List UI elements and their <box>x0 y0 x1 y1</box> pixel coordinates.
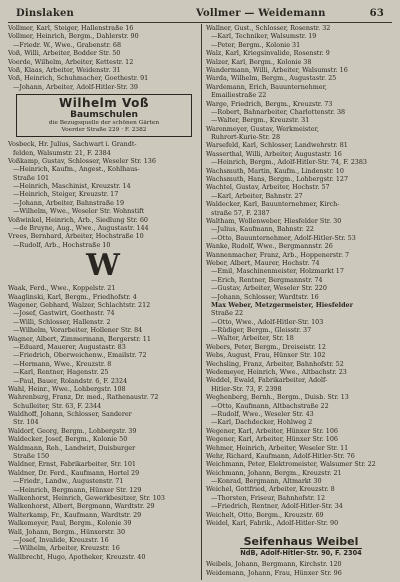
directory-entry: Wallner, Gust., Schlosser, Rosenstr. 32 <box>206 24 331 32</box>
directory-entry: Walz, Karl, Kriegsinvalide, Rosenstr. 9 <box>206 49 330 58</box>
page-header <box>8 4 392 24</box>
page-number: 63 <box>369 8 384 19</box>
directory-entry: Waak, Ferd., Wwe., Koppelstr. 21 <box>8 284 116 293</box>
directory-entry: Ruhrort-Kurie-Str. 28 <box>211 133 281 142</box>
directory-entry: Voßkamp, Gustav, Schlosser, Weseler Str. 136 <box>8 156 156 165</box>
directory-entry: Weddel, Ewald, Fabrikarbeiter, Adolf- <box>206 376 328 385</box>
directory-entry: —Heinrich, Steiger, Kreuzstr. 17 <box>13 190 119 199</box>
left-bottom-entries <box>8 284 198 561</box>
directory-entry: Schulleiter, Str. 63, F. 2344 <box>13 401 102 410</box>
right-top-entries <box>206 24 396 301</box>
directory-entry: Wardemann, Erich, Bauunternehmer, <box>206 82 327 91</box>
directory-entry: —Emil, Maschinenmeister, Holzmarkt 17 <box>211 267 344 276</box>
left-top-entries <box>8 24 198 91</box>
directory-entry: Wandermann, Willi, Arbeiter, Walsumstr. 16 <box>206 65 348 74</box>
directory-entry: —Wilhelm, Wwe., Weseler Str. Wohnstift <box>13 207 145 216</box>
directory-entry: Wagner, Albert, Zimmermann, Bergerstr. 11 <box>8 334 151 343</box>
directory-entry: —Peter, Bergm., Kolonie 31 <box>211 40 301 49</box>
directory-entry: Warda, Wilhelm, Bergm., Augustastr. 25 <box>206 74 337 83</box>
directory-entry: Voßwinkel, Heinrich, Arb., Siedlung Str. 60 <box>8 215 148 224</box>
directory-entry: Walkemeyer, Paul, Bergm., Kolonie 39 <box>8 519 132 528</box>
header-rule <box>8 22 392 23</box>
directory-entry: —Erich, Rentner, Bergmannstr. 74 <box>211 275 323 284</box>
directory-entry: Waldorf, Georg, Bergm., Lohbergstr. 39 <box>8 426 137 435</box>
directory-entry: Wachsmuth, Martin, Kaufm., Lindenstr. 10 <box>206 166 344 175</box>
section-letter: W <box>86 248 120 284</box>
directory-entry: Weichelt, Otto, Bergm., Kreuzstr. 69 <box>206 510 324 519</box>
directory-entry: Vrees, Bernhard, Arbeiter, Hochstraße 10 <box>8 232 144 241</box>
directory-entry: Wall, Johann, Bergm., Hünxerstr. 30 <box>8 527 126 536</box>
directory-entry: —Konrad, Bergmann, Altmarkt 30 <box>211 477 322 486</box>
columns <box>8 24 392 580</box>
directory-entry: —Johann, Schlosser, Wardtstr. 16 <box>211 292 319 301</box>
left-mid-entries <box>8 140 198 249</box>
directory-entry: Warge, Friedrich, Bergm., Kreuzstr. 73 <box>206 99 333 108</box>
directory-entry: Weichmann, Johann, Bergm., Kreuzstr. 21 <box>206 468 342 477</box>
header-city: Dinslaken <box>16 8 75 19</box>
directory-entry: Waldhoff, Johann, Schlosser, Sanderer <box>8 410 132 419</box>
directory-entry: —Friedrich, Rentner, Adolf-Hitler-Str. 34 <box>211 502 343 511</box>
directory-entry: —Heinrich, Bergmann, Hünxer Str. 129 <box>13 485 142 494</box>
directory-entry: Straße 22 <box>211 309 244 318</box>
directory-entry: Wegener, Karl, Arbeiter, Hünxer Str. 106 <box>206 426 338 435</box>
ad-title: Wilhelm Voß <box>59 96 149 111</box>
directory-entry: Straße 101 <box>13 173 50 182</box>
directory-entry: —Rüdiger, Bergm., Gleisstr. 37 <box>211 326 312 335</box>
directory-entry: —Paul, Bauer, Rolandstr. 6, F. 2324 <box>13 376 128 385</box>
directory-entry: Warsefeld, Karl, Schlosser, Landwehrstr. 81 <box>206 141 348 150</box>
ad-address: NdB, Adolf-Hitler-Str. 90, F. 2304 <box>240 549 362 558</box>
directory-entry: Voß, Klaas, Arbeiter, Weidenstr. 31 <box>8 65 121 74</box>
right-column <box>206 24 396 577</box>
directory-entry: Weichel, Gottfried, Arbeiter, Kreuzstr. 8 <box>206 485 335 494</box>
directory-entry: Weghenberg, Bernh., Bergm., Duisb. Str. 13 <box>206 393 349 402</box>
directory-entry: —Friedr. W., Wwe., Grabenstr. 68 <box>13 40 122 49</box>
directory-entry: Emailiestraße 22 <box>211 91 267 100</box>
directory-entry: —Wilhelm, Arbeiter, Kreuzstr. 16 <box>13 544 120 553</box>
directory-entry: Wannenmacher, Franz, Arb., Hoppenerstr. 7 <box>206 250 350 259</box>
directory-entry: —Heinrich, Bergm., Adolf-Hitler-Str. 74, F. 2383 <box>211 158 367 167</box>
directory-entry: —Karl, Rentner, Hagenstr. 25 <box>13 368 109 377</box>
directory-entry: —Otto, Wwe., Adolf-Hitler-Str. 103 <box>211 317 324 326</box>
ad-line: die Bezugsquelle der schönen Gärten <box>48 120 160 127</box>
directory-entry: —Hermann, Wwe., Kreuzstr. 8 <box>13 359 112 368</box>
directory-entry: —Rudolf, Arb., Hochstraße 10 <box>13 240 111 249</box>
directory-entry: Wallbrecht, Hugo, Apotheker, Kreuzstr. 40 <box>8 552 146 561</box>
directory-entry: Weichmann, Peter, Elektromeister, Walsumer Str. 22 <box>206 460 376 469</box>
right-mid-entries <box>206 309 396 527</box>
directory-entry: Wachsmuth, Hans, Bergm., Lohbergstr. 127 <box>206 175 349 184</box>
directory-entry: Voß, Willi, Arbeiter, Bodder Str. 50 <box>8 49 121 58</box>
directory-entry: Straße 150 <box>13 452 50 461</box>
ad-wilhelm-voss <box>16 94 192 137</box>
directory-entry: Weidel, Karl, Fabrik., Adolf-Hitler-Str. 90 <box>206 519 339 528</box>
directory-entry: Wagener, Gebhard, Walzer, Schlachtstr. 212 <box>8 300 151 309</box>
directory-entry: —de Bruyne, Aug., Wwe., Augustastr. 144 <box>13 224 149 233</box>
ad-address: Voerder Straße 229 · F. 2382 <box>61 127 147 134</box>
header-range: Vollmer — Weidemann <box>196 8 326 19</box>
directory-entry: Weibels, Johann, Bergmann, Kirchstr. 120 <box>206 560 342 569</box>
directory-entry: —Johann, Arbeiter, Bahnstraße 19 <box>13 198 125 207</box>
directory-entry: Walkenhorst, Albert, Bergmann, Wardtstr. 29 <box>8 502 155 511</box>
directory-entry: Warenmeyer, Gustav, Werkmeister, <box>206 124 319 133</box>
directory-entry: —Friedr., Landw., Augustenstr. 71 <box>13 477 124 486</box>
directory-entry: Walterkamp, Fr., Kaufmann, Wardtstr. 29 <box>8 510 142 519</box>
directory-entry: Webs, August, Frau, Hünxer Str. 102 <box>206 351 326 360</box>
directory-entry: Wedemeyer, Heinrich, Wwe., Altbachstr. 23 <box>206 368 347 377</box>
directory-entry: Vollmer, Karl, Steiger, Hallenstraße 16 <box>8 24 134 32</box>
directory-entry: Weidemann, Johann, Frau, Hünxer Str. 96 <box>206 568 342 577</box>
directory-entry: Wehr, Richard, Kaufmann, Adolf-Hitler-Str. 76 <box>206 451 355 460</box>
directory-entry: —Josef, Invalide, Kreuzstr. 16 <box>13 535 109 544</box>
directory-entry: —Eduard, Mauerer, Augustastr. 83 <box>13 342 126 351</box>
directory-entry: Waaglinski, Karl, Bergm., Friedhofstr. 4 <box>8 292 137 301</box>
directory-entry: Walzer, Karl, Bergm., Kolonie 38 <box>206 57 312 66</box>
ad-title: Seifenhaus Weibel <box>240 535 363 549</box>
directory-entry: Wanke, Rudolf, Wwe., Bergmannstr. 26 <box>206 242 333 251</box>
bold-entry: Max Weber, Metzgermeister, Hiesfelder <box>211 300 353 309</box>
directory-entry: Webers, Peter, Bergm., Dreiseistr. 12 <box>206 342 326 351</box>
directory-entry: —Johann, Arbeiter, Adolf-Hitler-Str. 39 <box>13 82 138 91</box>
directory-entry: Wehmer, Heinrich, Arbeiter, Weseler Str. 11 <box>206 443 349 452</box>
directory-entry: —Gustav, Arbeiter, Weseler Str. 220 <box>211 284 327 293</box>
directory-entry: —Otto, Bauunternehmer, Adolf-Hitler-Str. 53 <box>211 233 356 242</box>
directory-entry: Waldner, Dr. Ferd., Kaufmann, Hortel 29 <box>8 468 140 477</box>
directory-entry: —Wilhelm, Vorarbeiter, Hollener Str. 84 <box>13 326 143 335</box>
directory-entry: Waltham, Wollenweber, Hiesfelder Str. 30 <box>206 216 342 225</box>
directory-entry: Weber, Albert, Maurer, Hochstr. 74 <box>206 258 320 267</box>
directory-entry: Hitler-Str. 73, F. 2398 <box>211 384 282 393</box>
directory-entry: —Karl, Techniker, Walsumstr. 19 <box>211 32 317 41</box>
directory-entry: Wachtel, Gustav, Arbeiter, Hochstr. 57 <box>206 183 330 192</box>
directory-entry: —Karl, Dachdecker, Hohlweg 2 <box>211 418 313 427</box>
directory-entry: Wahl, Heinr., Wwe., Lohbergstr. 108 <box>8 384 126 393</box>
ad-subtitle: Baumschulen <box>70 110 138 121</box>
directory-entry: Str. 104 <box>13 418 39 427</box>
directory-entry: —Karl, Arbeiter, Bahnstr. 27 <box>211 191 303 200</box>
column-divider <box>201 24 202 580</box>
directory-entry: —Walter, Arbeiter, Str. 18 <box>211 334 294 343</box>
directory-entry: Voerde, Wilhelm, Arbeiter, Kettestr. 12 <box>8 57 134 66</box>
directory-entry: —Thorsten, Friseur, Bahnhofstr. 12 <box>211 493 326 502</box>
directory-entry: —Robert, Bahnarbeiter, Charlottenstr. 38 <box>211 107 346 116</box>
directory-entry: Waldecker, Josef, Bergm., Kolonie 50 <box>8 435 128 444</box>
left-column <box>8 24 198 561</box>
directory-entry: Vollmer, Heinrich, Bergm., Dahlerstr. 90 <box>8 32 139 41</box>
directory-entry: Wasserthal, Willi, Arbeiter, Augustastr. 16 <box>206 149 342 158</box>
directory-entry: Waldner, Ernst, Fabrikarbeiter, Str. 101 <box>8 460 136 469</box>
directory-entry: Wechsling, Franz, Arbeiter, Bahnhofstr. 52 <box>206 359 344 368</box>
directory-entry: —Otto, Kaufmann, Altbachstraße 22 <box>211 401 329 410</box>
directory-entry: Voß, Heinrich, Schuhmacher, Goethestr. 91 <box>8 74 149 83</box>
directory-entry: Waldecker, Karl, Bauunternehmer, Kirch- <box>206 200 340 209</box>
directory-entry: Walkenhorst, Heinrich, Gewerkbesitzer, Str. 103 <box>8 493 165 502</box>
directory-entry: —Willi, Schlosser, Hallenstr. 2 <box>13 317 111 326</box>
directory-entry: straße 57, F. 2387 <box>211 208 270 217</box>
directory-entry: —Josef, Gastwirt, Goethestr. 74 <box>13 309 115 318</box>
directory-entry: —Julius, Kaufmann, Bahnstr. 22 <box>211 225 314 234</box>
directory-entry: —Walter, Bergm., Kreuzstr. 31 <box>211 116 310 125</box>
directory-entry: —Friedrich, Oberweichenw., Emailstr. 72 <box>13 351 147 360</box>
directory-entry: —Heinrich, Kaufm., Angest., Kohlhaus- <box>13 165 140 174</box>
directory-entry: —Rudolf, Wwe., Weseler Str. 43 <box>211 409 314 418</box>
directory-entry: Wahrenburg, Franz, Dr. med., Rathenaustr. 72 <box>8 393 159 402</box>
ad-seifenhaus <box>206 530 396 558</box>
directory-entry: Wegener, Karl, Arbeiter, Hünxer Str. 106 <box>206 435 338 444</box>
directory-entry: Vosbeck, Hr. Julius, Sachwart i. Grandt- <box>8 140 137 149</box>
directory-entry: Waldmann, Reh., Landwirt, Duisburger <box>8 443 136 452</box>
right-bottom-entries <box>206 560 396 577</box>
directory-entry: —Heinrich, Maschinist, Kreuzstr. 14 <box>13 182 131 191</box>
directory-entry: felden, Walsumstr. 21, F. 2384 <box>13 148 111 157</box>
